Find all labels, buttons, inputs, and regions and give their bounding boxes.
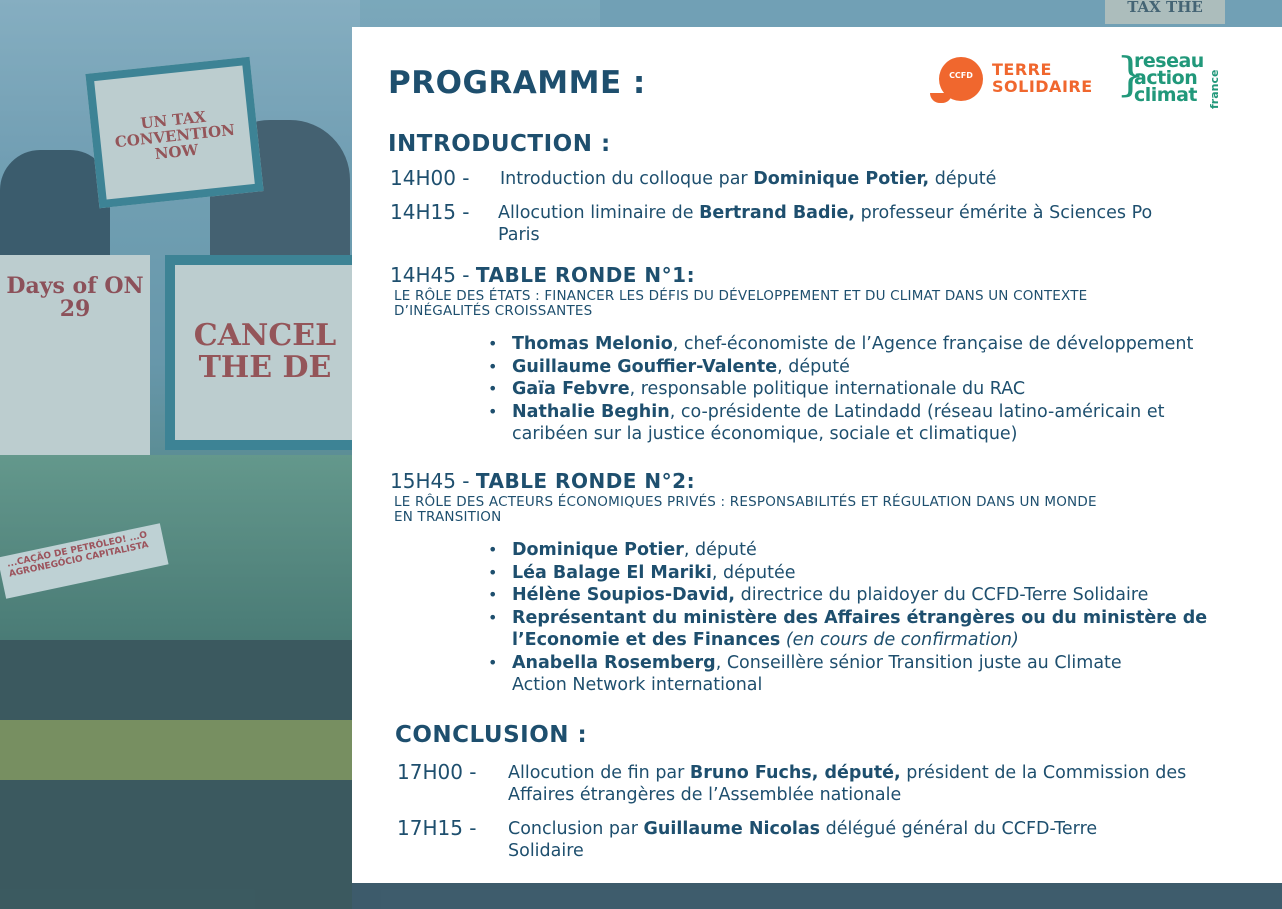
intro-item-text: Allocution liminaire de Bertrand Badie, professeur émérite à Sciences Po <box>498 203 1153 223</box>
time-label: 17H00 - <box>397 760 477 784</box>
table-ronde-2-speakers <box>488 539 1207 697</box>
conclusion-item-text: Allocution de fin par Bruno Fuchs, député, président de la Commission des <box>508 763 1187 783</box>
table-ronde-1-subtitle-cont: D’INÉGALITÉS CROISSANTES <box>394 303 593 319</box>
sign-tax-the: TAX THE <box>1110 0 1220 22</box>
intro-item-text: Introduction du colloque par Dominique Potier, député <box>500 169 997 189</box>
ccfd-badge: CCFD <box>939 57 983 101</box>
table-ronde-2-subtitle: LE RÔLE DES ACTEURS ÉCONOMIQUES PRIVÉS : RESPONSABILITÉS ET RÉGULATION DANS UN MONDE <box>394 494 1097 510</box>
ccfd-line2: SOLIDAIRE <box>992 77 1093 96</box>
table-ronde-1-subtitle: LE RÔLE DES ÉTATS : FINANCER LES DÉFIS DU DÉVELOPPEMENT ET DU CLIMAT DANS UN CONTEXTE <box>394 288 1088 304</box>
time-label: 17H15 - <box>397 816 477 840</box>
page-title: PROGRAMME : <box>388 65 646 101</box>
programme-panel <box>352 27 1282 883</box>
rac-side: france <box>1208 69 1221 109</box>
time-label: 14H00 - <box>390 166 470 190</box>
list-item: • Représentant du ministère des Affaires étrangères ou du ministère de l’Economie et des Finances (en cours de confirmation) <box>488 607 1207 652</box>
list-item: • Anabella Rosemberg, Conseillère sénior Transition juste au Climate Action Network international <box>488 652 1207 697</box>
intro-item-text-cont: Paris <box>498 225 540 245</box>
list-item: • Nathalie Beghin, co-présidente de Latindadd (réseau latino-américain et caribéen sur la justice économique, sociale et climatique) <box>488 401 1193 446</box>
conclusion-heading: CONCLUSION : <box>395 722 588 748</box>
table-ronde-1-heading: 14H45 - TABLE RONDE N°1: <box>390 263 696 287</box>
brace-icon: } <box>1116 47 1146 101</box>
rac-line3: climat <box>1134 84 1197 106</box>
list-item: • Léa Balage El Mariki, députée <box>488 562 1207 585</box>
list-item: • Thomas Melonio, chef-économiste de l’Agence française de développement <box>488 333 1193 356</box>
sign-cancel-the-debt: CANCEL THE DE <box>165 255 365 450</box>
sign-days-of: Days of ON 29 <box>0 255 150 455</box>
table-ronde-2-heading: 15H45 - TABLE RONDE N°2: <box>390 469 696 493</box>
conclusion-item-text-cont: Affaires étrangères de l’Assemblée nationale <box>508 785 902 805</box>
list-item: • Guillaume Gouffier-Valente, député <box>488 356 1193 379</box>
list-item: • Dominique Potier, député <box>488 539 1207 562</box>
table-ronde-2-subtitle-cont: EN TRANSITION <box>394 509 502 525</box>
introduction-heading: INTRODUCTION : <box>388 131 611 157</box>
list-item: • Hélène Soupios-David, directrice du plaidoyer du CCFD-Terre Solidaire <box>488 584 1207 607</box>
hand-icon <box>930 93 952 103</box>
rac-line2: action <box>1134 67 1198 89</box>
protest-banner: ...CAÇÃO DE PETRÓLEO! ...O AGRONEGÓCIO CAPITALISTA <box>0 523 169 599</box>
rac-line1: reseau <box>1134 50 1204 72</box>
sign-un-tax: UN TAX CONVENTION NOW <box>85 57 263 209</box>
table-ronde-1-speakers <box>488 333 1193 446</box>
time-label: 14H15 - <box>390 200 470 224</box>
conclusion-item-text-cont: Solidaire <box>508 841 584 861</box>
conclusion-item-text: Conclusion par Guillaume Nicolas délégué général du CCFD-Terre <box>508 819 1098 839</box>
list-item: • Gaïa Febvre, responsable politique internationale du RAC <box>488 378 1193 401</box>
ccfd-line1: TERRE <box>992 60 1052 79</box>
